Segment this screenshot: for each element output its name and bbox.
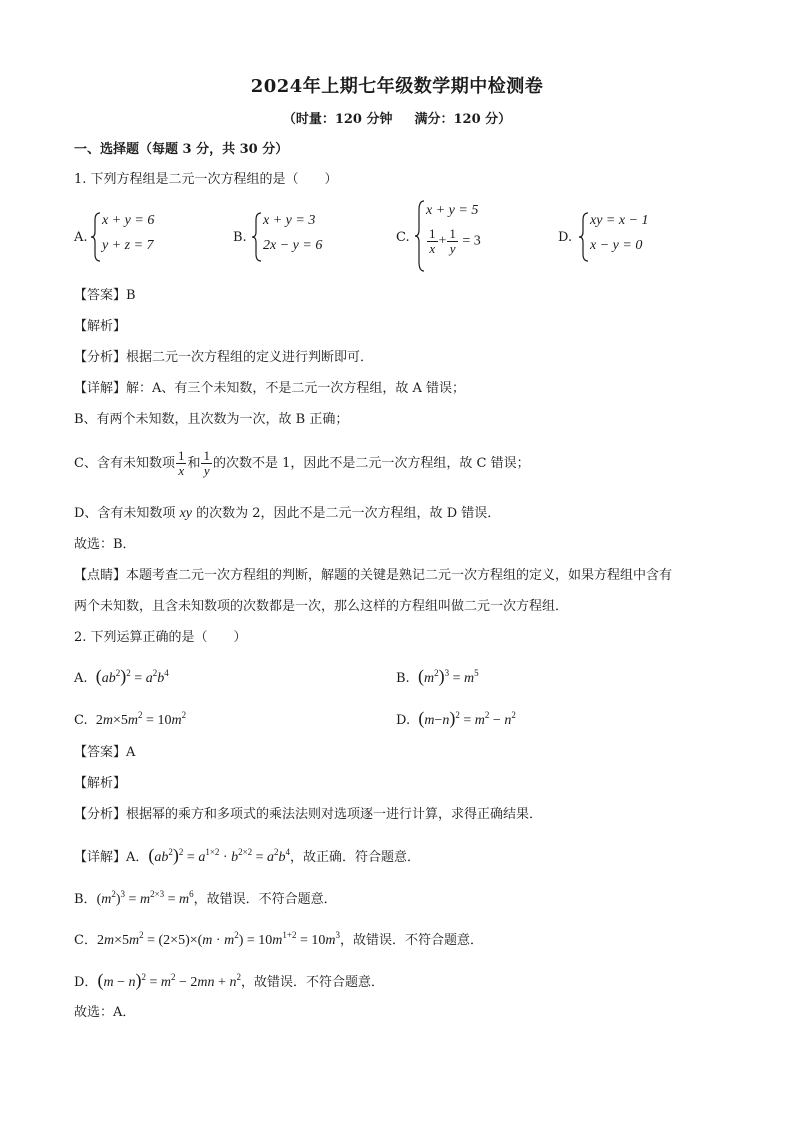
section-heading: 一、选择题（每题 3 分，共 30 分） — [74, 142, 289, 157]
q1-line-b: B、有两个未知数，且次数为一次，故 B 正确； — [74, 412, 349, 427]
q1-option-a-eq2: y + z = 7 — [102, 238, 154, 253]
q2-answer: 【答案】A — [74, 745, 136, 760]
q1-c-frac1: $\frac{1}{x}$ — [177, 448, 185, 478]
q1-answer: 【答案】B — [74, 288, 136, 303]
q1-c-frac2: $\frac{1}{y}$ — [203, 448, 210, 478]
q2-xiangjie-b: B．$(m^2)^3 = m^{2\times 3} = m^6$，故错误．不符合题意． — [74, 889, 337, 907]
q1-line-d: D、含有未知数项 xy 的次数为 2，因此不是二元一次方程组，故 D 错误． — [74, 506, 501, 521]
q1-option-c-label: C. — [396, 230, 410, 245]
q1-option-c-frac1: $\frac{1}{x}$ — [429, 226, 436, 256]
q1-fenxi: 【分析】根据二元一次方程组的定义进行判断即可． — [74, 350, 374, 365]
q2-xiangjie-d: D．$(m - n)^2 = m^2 - 2mn + n^2$，故错误．不符合题意． — [74, 970, 384, 990]
exam-time: （时量：120 分钟 — [282, 112, 393, 127]
q1-dianjing-2: 两个未知数，且含未知数项的次数都是一次，那么这样的方程组叫做二元一次方程组． — [74, 599, 569, 614]
q2-option-c: C. $2m\times 5m^2 = 10m^2$ — [74, 710, 187, 728]
q1-option-c-system — [414, 203, 514, 273]
q1-analysis-tag: 【解析】 — [74, 319, 127, 334]
q2-stem: 2. 下列运算正确的是（ ） — [74, 630, 247, 645]
q2-analysis-tag: 【解析】 — [74, 776, 127, 791]
q2-option-d: D. $(m-n)^2 = m^2 - n^2$ — [396, 708, 516, 728]
q1-option-d-eq1: xy = x − 1 — [590, 213, 649, 228]
q2-fenxi: 【分析】根据幂的乘方和多项式的乘法法则对选项逐一进行计算，求得正确结果． — [74, 807, 543, 822]
q2-choose: 故选：A． — [74, 1005, 136, 1020]
q2-option-b: B. $(m^2)^3 = m^5$ — [396, 666, 479, 686]
q1-option-d-eq2: x − y = 0 — [590, 238, 643, 253]
q2-xiangjie-c: C．$2m\times 5m^2 = (2\times 5)\times(m \cdot m^2) = 10m^{1+2} = 10m^3$，故错误．不符合题意． — [74, 930, 484, 948]
q1-stem: 1. 下列方程组是二元一次方程组的是（ ） — [74, 172, 338, 187]
q2-xiangjie-a: 【详解】A．$(ab^2)^2 = a^{1\times 2} \cdot b^{2\times 2} = a^2b^4$，故正确．符合题意． — [74, 845, 421, 865]
q1-option-b-eq1: x + y = 3 — [263, 213, 316, 228]
q2-option-a: A. $(ab^2)^2 = a^2b^4$ — [74, 666, 169, 686]
exam-meta — [0, 108, 794, 127]
q1-choose: 故选：B． — [74, 537, 136, 552]
exam-score: 满分：120 分） — [414, 112, 512, 127]
q1-option-a-system — [90, 213, 180, 263]
q1-option-c-eq2: $\frac{1}{x}$ + $\frac{1}{y}$ = 3 — [429, 226, 481, 256]
q1-line-c: C、含有未知数项 $\frac{1}{x}$ 和 $\frac{1}{y}$ 的次数不是 1，因此不是二元一次方程组，故 C 错误； — [74, 448, 530, 478]
q1-option-b-label: B. — [233, 230, 247, 245]
q1-option-a-eq1: x + y = 6 — [102, 213, 155, 228]
q1-option-c-eq1: x + y = 5 — [426, 203, 479, 218]
q1-option-d-label: D. — [558, 230, 573, 245]
q1-xiangjie: 【详解】解：A、有三个未知数，不是二元一次方程组，故 A 错误； — [74, 381, 466, 396]
q1-dianjing-1: 【点睛】本题考查二元一次方程组的判断，解题的关键是熟记二元一次方程组的定义，如果方程组中含有 — [74, 568, 673, 583]
q1-option-b-system — [251, 213, 351, 263]
q1-option-d-system — [578, 213, 688, 263]
q1-option-c-frac2: $\frac{1}{y}$ — [449, 226, 456, 256]
q1-option-b-eq2: 2x − y = 6 — [263, 238, 323, 253]
q1-option-a-label: A. — [74, 230, 88, 245]
page-title: 2024年上期七年级数学期中检测卷 — [250, 76, 544, 97]
